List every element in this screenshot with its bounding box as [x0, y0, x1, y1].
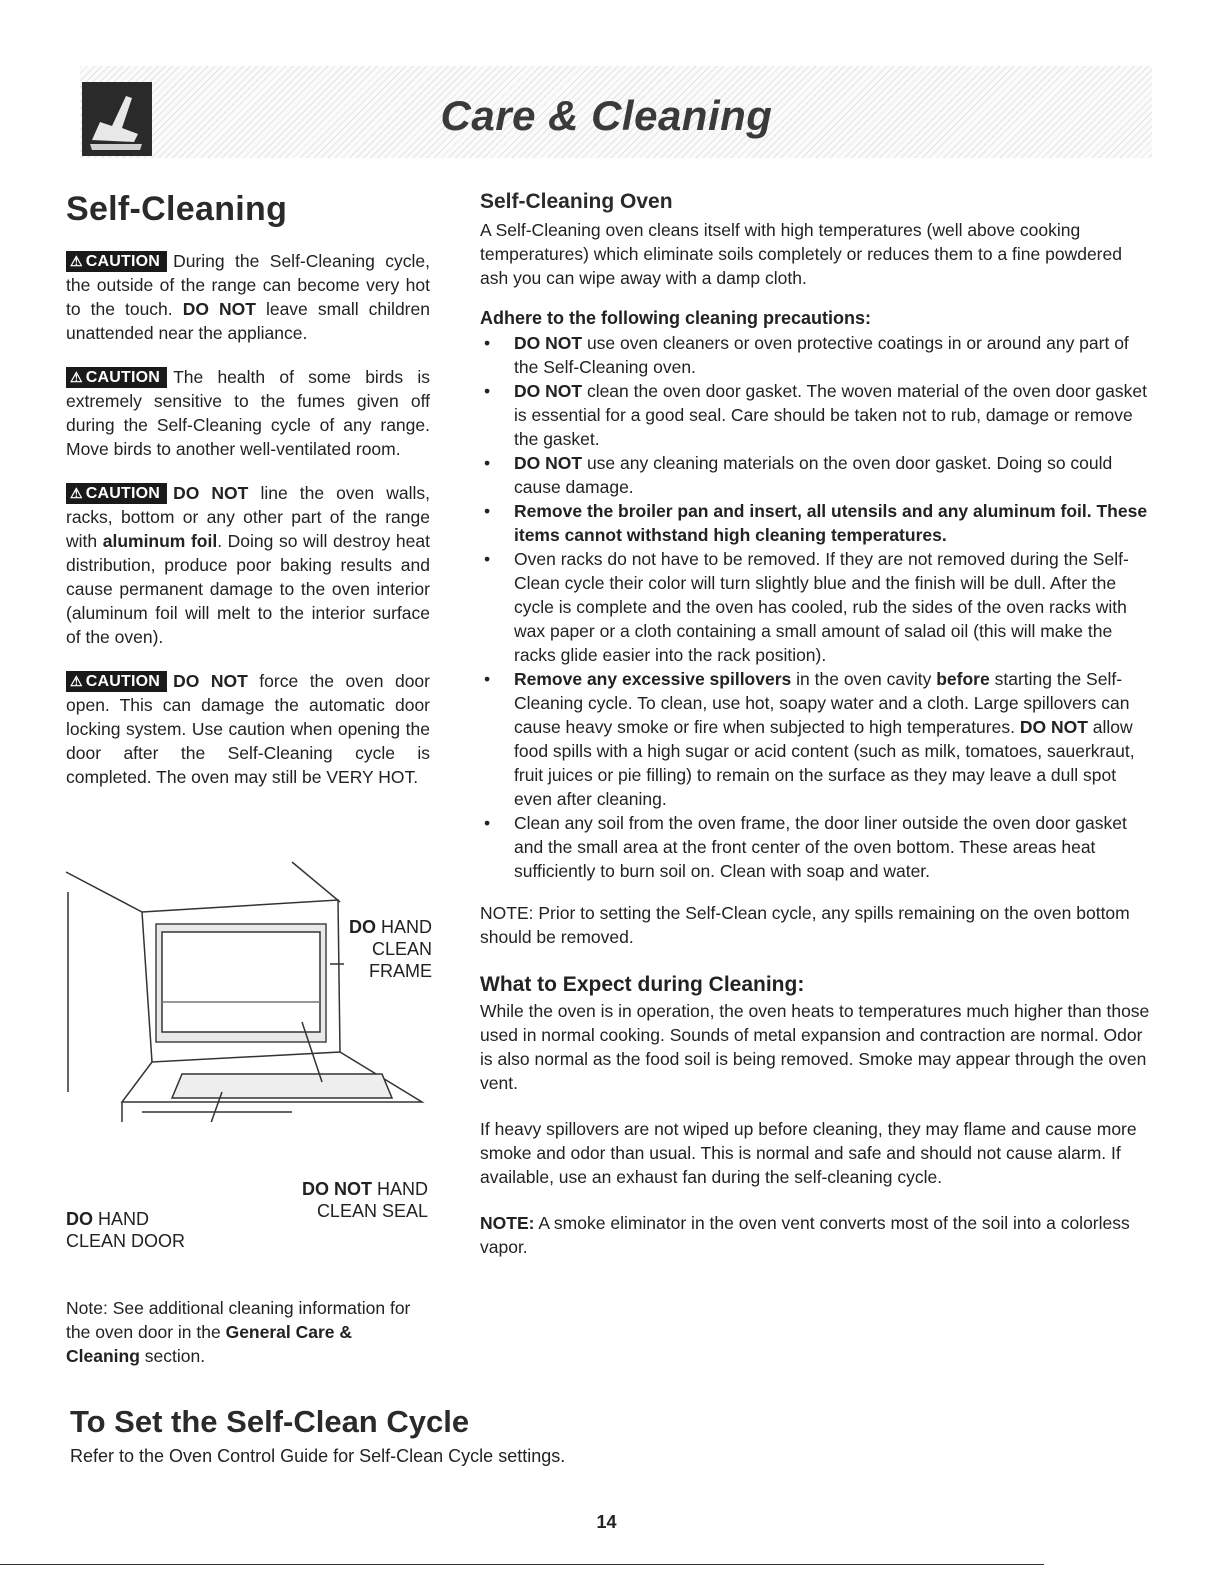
expect-paragraph-2: If heavy spillovers are not wiped up before cleaning, they may flame and cause more smoke and odor than usual. This is normal and safe and should not cause alarm. If available, use an exhaust fan during the self-cleaning cycle. [480, 1119, 1137, 1187]
caution-paragraph-1: ⚠ CAUTION During the Self-Cleaning cycle, the outside of the range can become very hot to the touch. DO NOT leave small children unattended near the appliance. [66, 251, 430, 343]
page-number: 14 [596, 1512, 617, 1532]
expect-paragraph-1: While the oven is in operation, the oven heats to temperatures much higher than those used in normal cooking. Sounds of metal expansion and contraction are normal. Odor is also normal as the food soil is being removed. Smoke may appear through the oven vent. [480, 1001, 1150, 1093]
list-item: • Clean any soil from the oven frame, the door liner outside the oven door gasket and the small area at the front center of the oven bottom. These areas heat sufficiently to burn soil on. Clean with soap and water. [484, 813, 1127, 881]
caution-badge: ⚠ CAUTION [66, 367, 167, 388]
self-cleaning-oven-heading: Self-Cleaning Oven [480, 190, 673, 213]
list-item: • DO NOT use any cleaning materials on the oven door gasket. Doing so could cause damage. [484, 453, 1113, 497]
oven-illustration [62, 852, 442, 1122]
left-column [66, 190, 430, 789]
note-smoke-eliminator: NOTE: A smoke eliminator in the oven vent converts most of the soil into a colorless vapor. [480, 1213, 1130, 1257]
caution-badge: ⚠ CAUTION [66, 483, 167, 504]
oven-intro-text: A Self-Cleaning oven cleans itself with high temperatures (well above cooking temperatures) which eliminate soils completely or reduces them to a fine powdered ash you can wipe away with a damp cloth. [480, 220, 1122, 288]
set-self-clean-heading: To Set the Self-Clean Cycle [70, 1404, 470, 1439]
caution-paragraph-4: ⚠ CAUTION DO NOT force the oven door open. This can damage the automatic door locking system. Use caution when opening the door after the Self-Cleaning cycle is completed. The oven may still be VERY HOT. [66, 671, 430, 787]
left-note: Note: See additional cleaning information for the oven door in the General Care & Cleaning section. [66, 1298, 411, 1366]
set-self-clean-text: Refer to the Oven Control Guide for Self-Clean Cycle settings. [70, 1446, 566, 1466]
warning-triangle-icon: ⚠ [70, 253, 83, 269]
note-spills: NOTE: Prior to setting the Self-Clean cycle, any spills remaining on the oven bottom should be removed. [480, 903, 1130, 947]
door-label: DO HAND CLEAN DOOR [66, 1209, 186, 1251]
precautions-heading: Adhere to the following cleaning precautions: [480, 308, 872, 328]
caution-paragraph-3: ⚠ CAUTION DO NOT line the oven walls, racks, bottom or any other part of the range with aluminum foil. Doing so will destroy heat distribution, produce poor baking results and cause permanent damage to the oven interior (aluminum foil will melt to the interior surface of the oven). [66, 483, 430, 647]
caution-badge: ⚠ CAUTION [66, 251, 167, 272]
self-cleaning-heading: Self-Cleaning [66, 190, 288, 228]
list-item: • Remove any excessive spillovers in the oven cavity before starting the Self-Cleaning cycle. To clean, use hot, soapy water and a cloth. Large spillovers can cause heavy smoke or fire when subjected to high temperatures. DO NOT allow food spills with a high sugar or acid content (such as milk, tomatoes, sauerkraut, fruit juices or pie filling) to remain on the surface as they may leave a dull spot even after cleaning. [484, 669, 1135, 809]
warning-triangle-icon: ⚠ [70, 369, 83, 385]
list-item: • DO NOT use oven cleaners or oven protective coatings in or around any part of the Self-Cleaning oven. [484, 333, 1129, 377]
frame-label: DO HAND CLEAN FRAME [348, 917, 432, 981]
warning-triangle-icon: ⚠ [70, 485, 83, 501]
caution-badge: ⚠ CAUTION [66, 671, 167, 692]
page-title: Care & Cleaning [440, 92, 773, 139]
list-item: • DO NOT clean the oven door gasket. The woven material of the oven door gasket is essential for a good seal. Care should be taken not to rub, damage or remove the gasket. [484, 381, 1147, 449]
precautions-list [480, 331, 1150, 883]
list-item: • Oven racks do not have to be removed. If they are not removed during the Self-Clean cycle their color will turn slightly blue and the finish will be dull. After the cycle is complete and the oven has cooled, rub the sides of the oven racks with wax paper or a cloth containing a small amount of salad oil (this will make the racks glide easier into the rack position). [484, 549, 1129, 665]
oven-diagram [62, 852, 442, 1122]
right-column [480, 190, 1150, 1259]
warning-triangle-icon: ⚠ [70, 673, 83, 689]
footer-rule [0, 1564, 1044, 1565]
caution-paragraph-2: ⚠ CAUTION The health of some birds is extremely sensitive to the fumes given off during the Self-Cleaning cycle of any range. Move birds to another well-ventilated room. [66, 367, 430, 459]
list-item: • Remove the broiler pan and insert, all utensils and any aluminum foil. These items cannot withstand high cleaning temperatures. [484, 501, 1148, 545]
seal-label: DO NOT HAND CLEAN SEAL [301, 1179, 428, 1221]
what-to-expect-heading: What to Expect during Cleaning: [480, 973, 805, 996]
